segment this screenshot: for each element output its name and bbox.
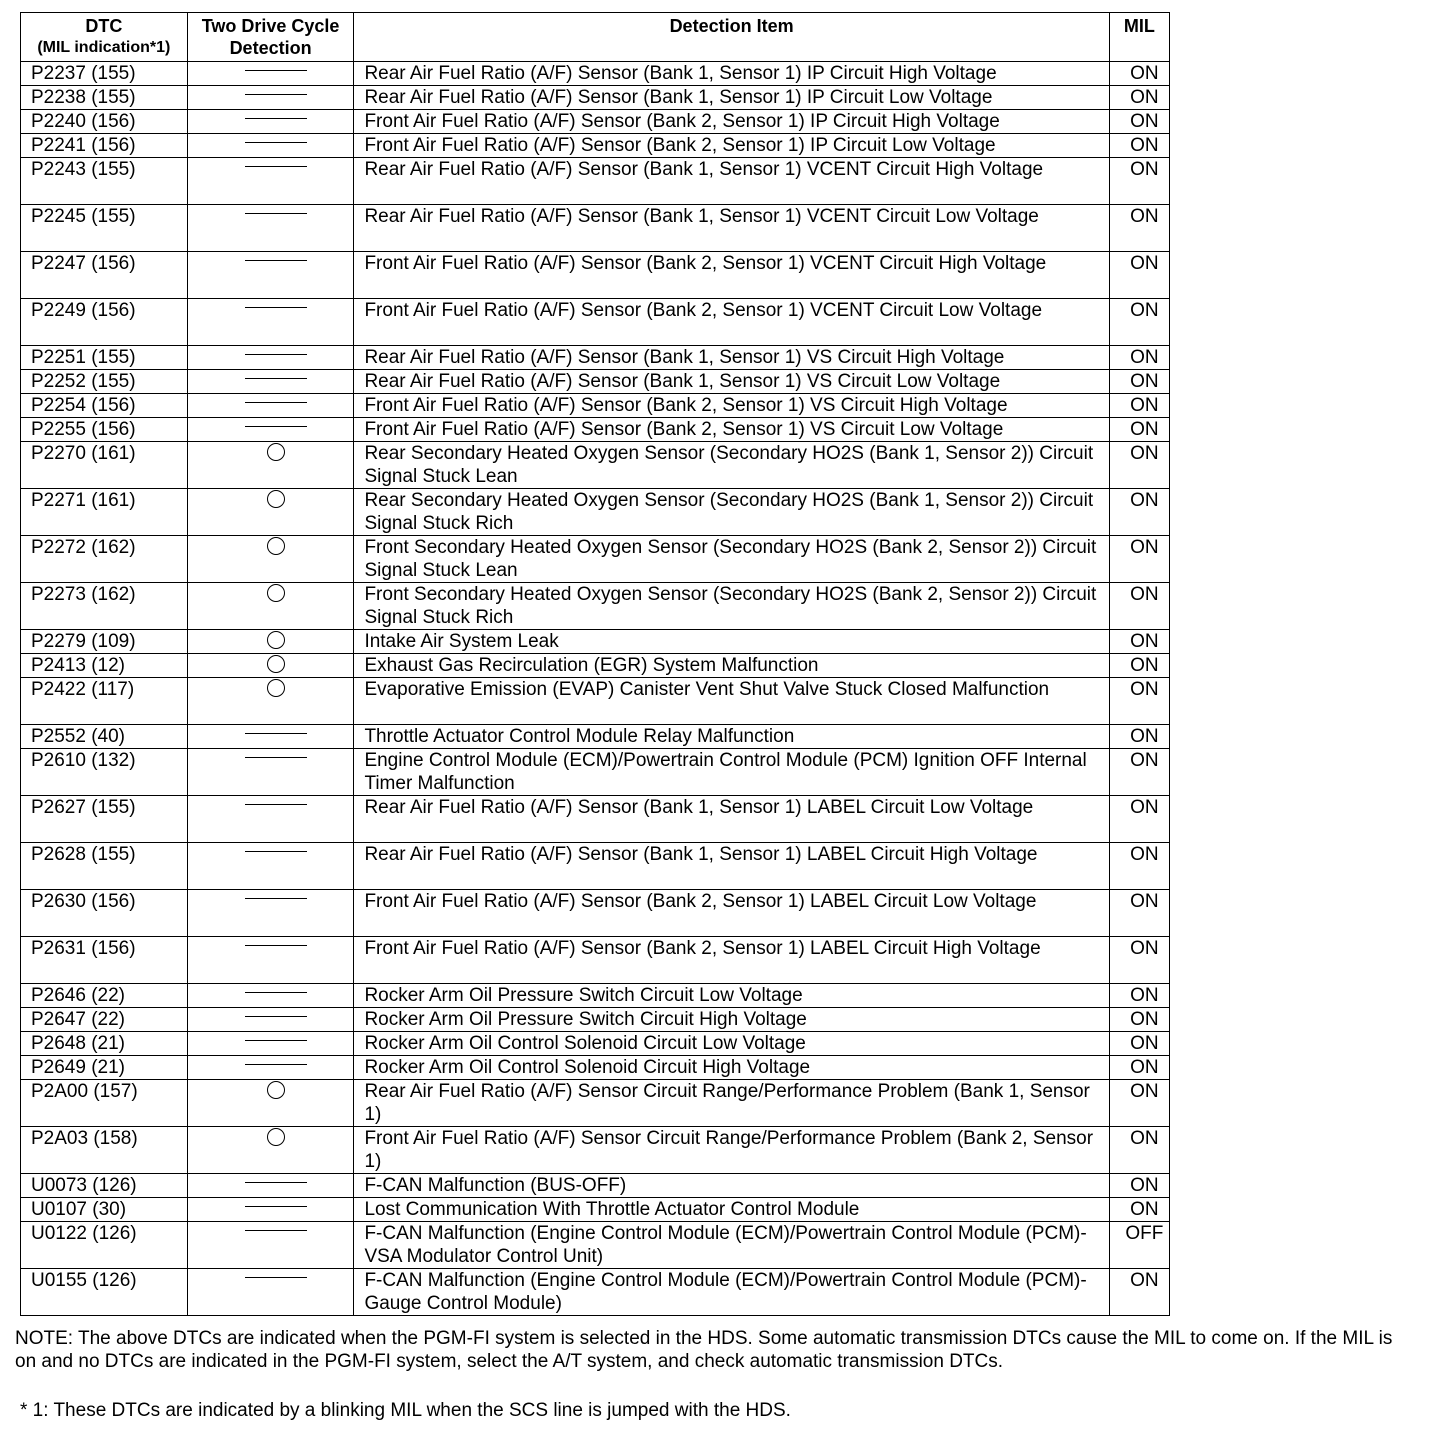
mil-status: ON — [1109, 158, 1169, 205]
header-mil: MIL — [1109, 13, 1169, 62]
table-row — [21, 725, 1170, 749]
dtc-code: P2272 (162) — [21, 536, 188, 583]
two-drive-cell — [187, 583, 354, 630]
dash-icon — [245, 166, 307, 167]
detection-item: Evaporative Emission (EVAP) Canister Vent Shut Valve Stuck Closed Malfunction — [354, 678, 1109, 725]
mil-status: ON — [1109, 489, 1169, 536]
detection-item: Front Air Fuel Ratio (A/F) Sensor (Bank 2, Sensor 1) VS Circuit High Voltage — [354, 394, 1109, 418]
table-row — [21, 134, 1170, 158]
dtc-code: P2252 (155) — [21, 370, 188, 394]
dash-icon — [245, 1277, 307, 1278]
two-drive-cell — [187, 1056, 354, 1080]
circle-icon — [267, 679, 285, 697]
table-row — [21, 394, 1170, 418]
dtc-code: P2413 (12) — [21, 654, 188, 678]
table-row — [21, 984, 1170, 1008]
mil-status: ON — [1109, 1056, 1169, 1080]
detection-item: Front Air Fuel Ratio (A/F) Sensor (Bank 2, Sensor 1) IP Circuit High Voltage — [354, 110, 1109, 134]
dash-icon — [245, 945, 307, 946]
table-row — [21, 1032, 1170, 1056]
mil-status: ON — [1109, 678, 1169, 725]
two-drive-cell — [187, 86, 354, 110]
table-row — [21, 489, 1170, 536]
detection-item: Front Secondary Heated Oxygen Sensor (Secondary HO2S (Bank 2, Sensor 2)) Circuit Signal Stuck Rich — [354, 583, 1109, 630]
detection-item: Front Air Fuel Ratio (A/F) Sensor (Bank 2, Sensor 1) VCENT Circuit Low Voltage — [354, 299, 1109, 346]
dtc-code: P2A03 (158) — [21, 1127, 188, 1174]
two-drive-cell — [187, 1080, 354, 1127]
mil-status: ON — [1109, 984, 1169, 1008]
table-row — [21, 1174, 1170, 1198]
two-drive-cell — [187, 252, 354, 299]
mil-status: ON — [1109, 394, 1169, 418]
mil-status: ON — [1109, 536, 1169, 583]
two-drive-cell — [187, 937, 354, 984]
detection-item: Rear Air Fuel Ratio (A/F) Sensor (Bank 1, Sensor 1) IP Circuit Low Voltage — [354, 86, 1109, 110]
footnote-text: * 1: These DTCs are indicated by a blinking MIL when the SCS line is jumped with the HDS. — [20, 1400, 791, 1421]
table-row — [21, 1008, 1170, 1032]
table-row — [21, 890, 1170, 937]
table-row — [21, 1198, 1170, 1222]
dtc-code: P2247 (156) — [21, 252, 188, 299]
mil-status: ON — [1109, 1080, 1169, 1127]
note-text: NOTE: The above DTCs are indicated when the PGM-FI system is selected in the HDS. Some automatic transmission DTCs cause the MIL to come on. If the MIL is on and no DTCs are indicated in the PGM-FI system, select the A/T system, and check automatic transmission DTCs. — [15, 1328, 1393, 1372]
detection-item: Engine Control Module (ECM)/Powertrain Control Module (PCM) Ignition OFF Internal Timer Malfunction — [354, 749, 1109, 796]
mil-status: ON — [1109, 1174, 1169, 1198]
two-drive-cell — [187, 1032, 354, 1056]
dtc-code: P2A00 (157) — [21, 1080, 188, 1127]
two-drive-cell — [187, 134, 354, 158]
mil-status: OFF — [1109, 1222, 1169, 1269]
dtc-code: U0107 (30) — [21, 1198, 188, 1222]
table-row — [21, 583, 1170, 630]
dash-icon — [245, 757, 307, 758]
two-drive-cell — [187, 984, 354, 1008]
two-drive-cell — [187, 442, 354, 489]
mil-status: ON — [1109, 725, 1169, 749]
table-row — [21, 418, 1170, 442]
table-body — [21, 62, 1170, 1316]
two-drive-cell — [187, 1008, 354, 1032]
mil-status: ON — [1109, 1032, 1169, 1056]
two-drive-cell — [187, 394, 354, 418]
table-row — [21, 937, 1170, 984]
two-drive-cell — [187, 1269, 354, 1316]
two-drive-cell — [187, 62, 354, 86]
detection-item: Front Air Fuel Ratio (A/F) Sensor (Bank 2, Sensor 1) LABEL Circuit High Voltage — [354, 937, 1109, 984]
dash-icon — [245, 94, 307, 95]
mil-status: ON — [1109, 299, 1169, 346]
dtc-code: P2647 (22) — [21, 1008, 188, 1032]
table-row — [21, 62, 1170, 86]
detection-item: Rear Air Fuel Ratio (A/F) Sensor (Bank 1, Sensor 1) VS Circuit Low Voltage — [354, 370, 1109, 394]
two-drive-cell — [187, 205, 354, 252]
two-drive-cell — [187, 418, 354, 442]
mil-status: ON — [1109, 796, 1169, 843]
detection-item: Front Secondary Heated Oxygen Sensor (Secondary HO2S (Bank 2, Sensor 2)) Circuit Signal Stuck Lean — [354, 536, 1109, 583]
mil-status: ON — [1109, 252, 1169, 299]
mil-status: ON — [1109, 583, 1169, 630]
detection-item: Exhaust Gas Recirculation (EGR) System Malfunction — [354, 654, 1109, 678]
detection-item: F-CAN Malfunction (Engine Control Module (ECM)/Powertrain Control Module (PCM)-VSA Modulator Control Unit) — [354, 1222, 1109, 1269]
dtc-code: P2237 (155) — [21, 62, 188, 86]
table-row — [21, 843, 1170, 890]
dtc-code: P2255 (156) — [21, 418, 188, 442]
dash-icon — [245, 213, 307, 214]
table-header-row — [21, 13, 1170, 62]
dtc-code: P2649 (21) — [21, 1056, 188, 1080]
mil-status: ON — [1109, 890, 1169, 937]
table-row — [21, 370, 1170, 394]
header-dtc-sub: (MIL indication*1) — [37, 39, 171, 56]
dtc-code: P2422 (117) — [21, 678, 188, 725]
header-dtc-label: DTC — [85, 16, 123, 36]
detection-item: Rear Secondary Heated Oxygen Sensor (Secondary HO2S (Bank 1, Sensor 2)) Circuit Signal Stuck Lean — [354, 442, 1109, 489]
dtc-code: P2646 (22) — [21, 984, 188, 1008]
dash-icon — [245, 1182, 307, 1183]
mil-status: ON — [1109, 1008, 1169, 1032]
mil-status: ON — [1109, 205, 1169, 252]
dash-icon — [245, 898, 307, 899]
dtc-code: P2240 (156) — [21, 110, 188, 134]
dash-icon — [245, 992, 307, 993]
two-drive-cell — [187, 489, 354, 536]
detection-item: Rear Air Fuel Ratio (A/F) Sensor Circuit Range/Performance Problem (Bank 1, Sensor 1) — [354, 1080, 1109, 1127]
table-row — [21, 252, 1170, 299]
detection-item: Rear Air Fuel Ratio (A/F) Sensor (Bank 1, Sensor 1) LABEL Circuit High Voltage — [354, 843, 1109, 890]
table-row — [21, 110, 1170, 134]
dash-icon — [245, 1040, 307, 1041]
two-drive-cell — [187, 678, 354, 725]
table-row — [21, 536, 1170, 583]
table-row — [21, 442, 1170, 489]
dtc-code: P2630 (156) — [21, 890, 188, 937]
detection-item: Rear Air Fuel Ratio (A/F) Sensor (Bank 1, Sensor 1) IP Circuit High Voltage — [354, 62, 1109, 86]
dtc-code: U0155 (126) — [21, 1269, 188, 1316]
dtc-code: P2241 (156) — [21, 134, 188, 158]
header-dtc — [21, 13, 188, 62]
detection-item: Rocker Arm Oil Control Solenoid Circuit Low Voltage — [354, 1032, 1109, 1056]
mil-status: ON — [1109, 110, 1169, 134]
two-drive-cell — [187, 370, 354, 394]
table-row — [21, 86, 1170, 110]
header-two-drive: Two Drive Cycle Detection — [187, 13, 354, 62]
detection-item: Front Air Fuel Ratio (A/F) Sensor (Bank 2, Sensor 1) VS Circuit Low Voltage — [354, 418, 1109, 442]
dtc-code: P2251 (155) — [21, 346, 188, 370]
dtc-code: P2631 (156) — [21, 937, 188, 984]
dtc-code: P2627 (155) — [21, 796, 188, 843]
dash-icon — [245, 307, 307, 308]
two-drive-cell — [187, 1222, 354, 1269]
dash-icon — [245, 804, 307, 805]
detection-item: Front Air Fuel Ratio (A/F) Sensor (Bank 2, Sensor 1) VCENT Circuit High Voltage — [354, 252, 1109, 299]
dtc-code: P2279 (109) — [21, 630, 188, 654]
two-drive-cell — [187, 749, 354, 796]
dash-icon — [245, 402, 307, 403]
two-drive-cell — [187, 843, 354, 890]
dash-icon — [245, 378, 307, 379]
circle-icon — [267, 1128, 285, 1146]
detection-item: Rear Air Fuel Ratio (A/F) Sensor (Bank 1, Sensor 1) VCENT Circuit High Voltage — [354, 158, 1109, 205]
two-drive-cell — [187, 630, 354, 654]
mil-status: ON — [1109, 86, 1169, 110]
mil-status: ON — [1109, 937, 1169, 984]
mil-status: ON — [1109, 346, 1169, 370]
dash-icon — [245, 260, 307, 261]
dtc-code: P2238 (155) — [21, 86, 188, 110]
dtc-code: P2249 (156) — [21, 299, 188, 346]
detection-item: Rear Air Fuel Ratio (A/F) Sensor (Bank 1, Sensor 1) LABEL Circuit Low Voltage — [354, 796, 1109, 843]
detection-item: Rocker Arm Oil Pressure Switch Circuit High Voltage — [354, 1008, 1109, 1032]
dtc-code: P2648 (21) — [21, 1032, 188, 1056]
mil-status: ON — [1109, 654, 1169, 678]
circle-icon — [267, 584, 285, 602]
table-row — [21, 205, 1170, 252]
mil-status: ON — [1109, 442, 1169, 489]
circle-icon — [267, 655, 285, 673]
mil-status: ON — [1109, 749, 1169, 796]
mil-status: ON — [1109, 62, 1169, 86]
circle-icon — [267, 490, 285, 508]
two-drive-cell — [187, 1174, 354, 1198]
two-drive-cell — [187, 536, 354, 583]
circle-icon — [267, 537, 285, 555]
detection-item: F-CAN Malfunction (BUS-OFF) — [354, 1174, 1109, 1198]
dtc-code: P2245 (155) — [21, 205, 188, 252]
dash-icon — [245, 118, 307, 119]
table-row — [21, 299, 1170, 346]
dtc-code: P2610 (132) — [21, 749, 188, 796]
dash-icon — [245, 1064, 307, 1065]
dtc-code: U0073 (126) — [21, 1174, 188, 1198]
table-row — [21, 1222, 1170, 1269]
two-drive-cell — [187, 725, 354, 749]
detection-item: Rear Air Fuel Ratio (A/F) Sensor (Bank 1, Sensor 1) VS Circuit High Voltage — [354, 346, 1109, 370]
dash-icon — [245, 1016, 307, 1017]
two-drive-cell — [187, 654, 354, 678]
dash-icon — [245, 733, 307, 734]
detection-item: Intake Air System Leak — [354, 630, 1109, 654]
mil-status: ON — [1109, 843, 1169, 890]
dtc-code: P2552 (40) — [21, 725, 188, 749]
table-row — [21, 749, 1170, 796]
dtc-code: P2271 (161) — [21, 489, 188, 536]
dtc-code: P2243 (155) — [21, 158, 188, 205]
two-drive-cell — [187, 1127, 354, 1174]
dtc-code: P2628 (155) — [21, 843, 188, 890]
mil-status: ON — [1109, 1269, 1169, 1316]
detection-item: Throttle Actuator Control Module Relay Malfunction — [354, 725, 1109, 749]
detection-item: Front Air Fuel Ratio (A/F) Sensor (Bank 2, Sensor 1) IP Circuit Low Voltage — [354, 134, 1109, 158]
dtc-code: P2254 (156) — [21, 394, 188, 418]
dash-icon — [245, 142, 307, 143]
two-drive-cell — [187, 890, 354, 937]
circle-icon — [267, 1081, 285, 1099]
two-drive-cell — [187, 158, 354, 205]
mil-status: ON — [1109, 1198, 1169, 1222]
mil-status: ON — [1109, 370, 1169, 394]
two-drive-cell — [187, 1198, 354, 1222]
circle-icon — [267, 631, 285, 649]
dash-icon — [245, 426, 307, 427]
mil-status: ON — [1109, 418, 1169, 442]
detection-item: Rocker Arm Oil Control Solenoid Circuit High Voltage — [354, 1056, 1109, 1080]
two-drive-cell — [187, 110, 354, 134]
dash-icon — [245, 1206, 307, 1207]
mil-status: ON — [1109, 1127, 1169, 1174]
detection-item: Front Air Fuel Ratio (A/F) Sensor (Bank 2, Sensor 1) LABEL Circuit Low Voltage — [354, 890, 1109, 937]
table-row — [21, 1080, 1170, 1127]
table-row — [21, 630, 1170, 654]
mil-status: ON — [1109, 134, 1169, 158]
detection-item: Rear Secondary Heated Oxygen Sensor (Secondary HO2S (Bank 1, Sensor 2)) Circuit Signal Stuck Rich — [354, 489, 1109, 536]
two-drive-cell — [187, 346, 354, 370]
dtc-code: U0122 (126) — [21, 1222, 188, 1269]
dash-icon — [245, 354, 307, 355]
table-row — [21, 1269, 1170, 1316]
dtc-code: P2273 (162) — [21, 583, 188, 630]
mil-status: ON — [1109, 630, 1169, 654]
table-row — [21, 158, 1170, 205]
two-drive-cell — [187, 796, 354, 843]
table-row — [21, 1056, 1170, 1080]
dtc-code: P2270 (161) — [21, 442, 188, 489]
dash-icon — [245, 1230, 307, 1231]
detection-item: Rear Air Fuel Ratio (A/F) Sensor (Bank 1, Sensor 1) VCENT Circuit Low Voltage — [354, 205, 1109, 252]
header-detection-item: Detection Item — [354, 13, 1109, 62]
table-row — [21, 1127, 1170, 1174]
detection-item: Lost Communication With Throttle Actuator Control Module — [354, 1198, 1109, 1222]
detection-item: F-CAN Malfunction (Engine Control Module (ECM)/Powertrain Control Module (PCM)-Gauge Control Module) — [354, 1269, 1109, 1316]
dash-icon — [245, 70, 307, 71]
detection-item: Front Air Fuel Ratio (A/F) Sensor Circuit Range/Performance Problem (Bank 2, Sensor 1) — [354, 1127, 1109, 1174]
dash-icon — [245, 851, 307, 852]
table-row — [21, 654, 1170, 678]
table-row — [21, 796, 1170, 843]
table-row — [21, 678, 1170, 725]
circle-icon — [267, 443, 285, 461]
detection-item: Rocker Arm Oil Pressure Switch Circuit Low Voltage — [354, 984, 1109, 1008]
table-row — [21, 346, 1170, 370]
dtc-table — [20, 12, 1170, 1316]
two-drive-cell — [187, 299, 354, 346]
